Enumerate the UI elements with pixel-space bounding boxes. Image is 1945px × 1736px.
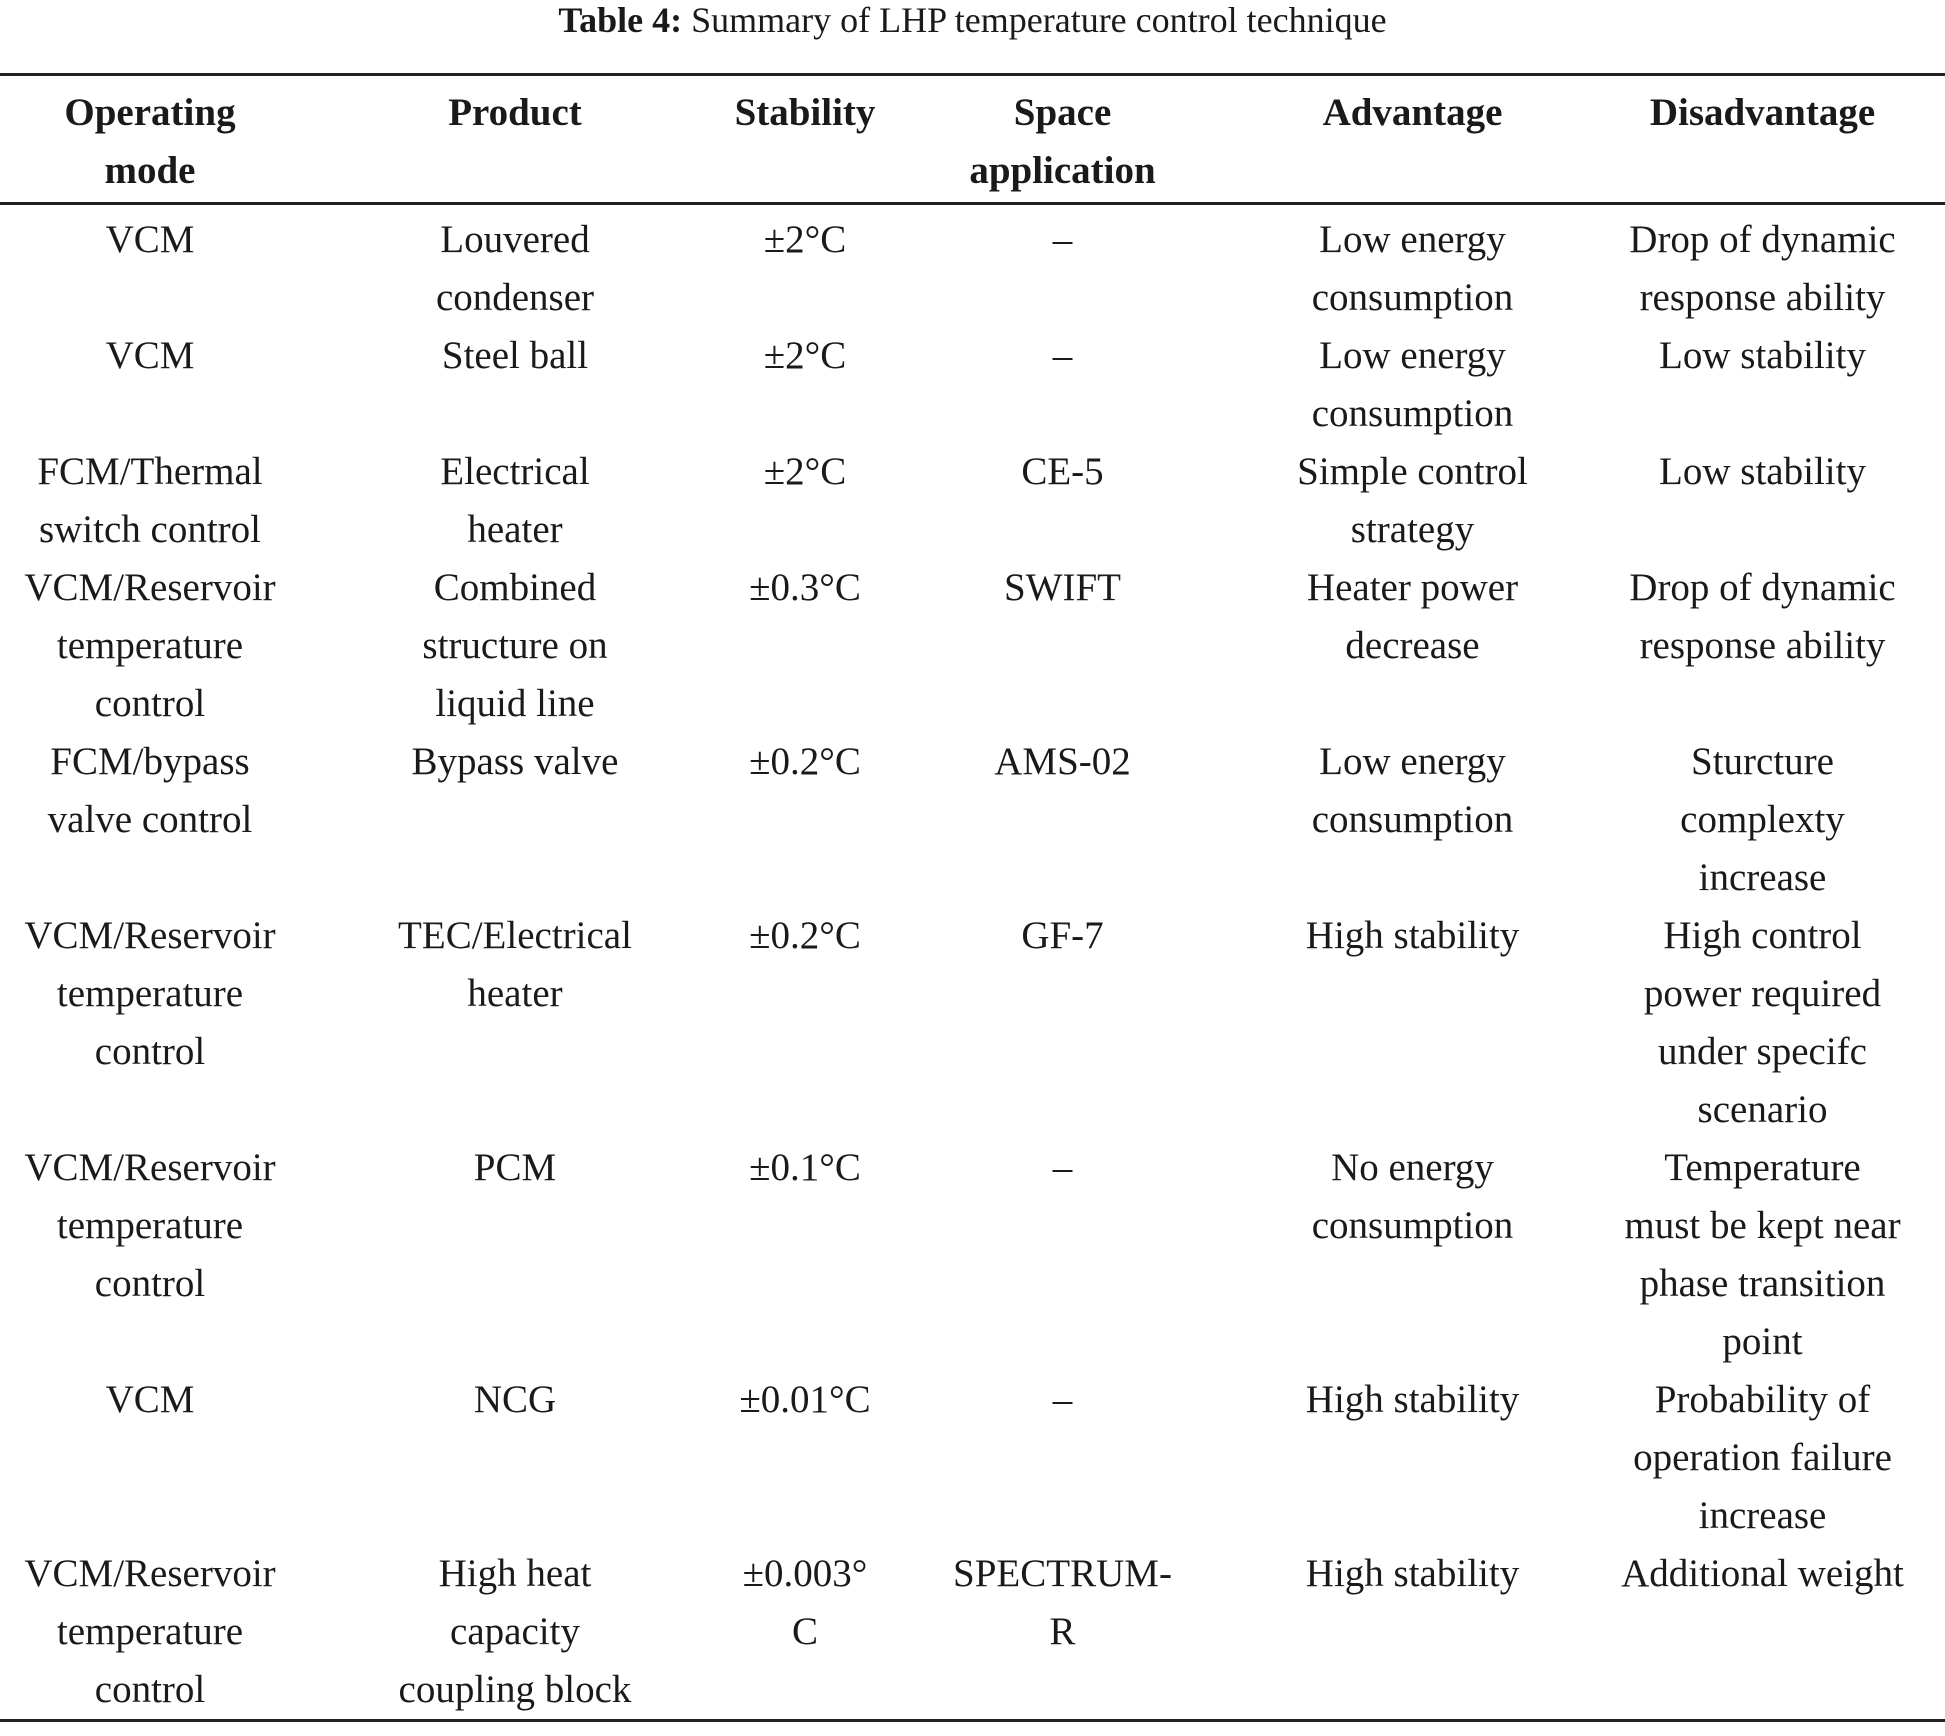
table-caption-label: Table 4: (558, 0, 683, 40)
cell-disadvantage-line: increase (1698, 1494, 1827, 1537)
cell-operating-mode-line: VCM/Reservoir (24, 914, 276, 957)
cell-operating-mode (0, 1139, 300, 1371)
cell-disadvantage-line: Sturcture (1691, 740, 1834, 783)
summary-table (0, 73, 1945, 1722)
header-advantage-line: Advantage (1322, 91, 1503, 134)
cell-operating-mode-line: control (94, 1262, 206, 1305)
cell-operating-mode-line: switch control (38, 508, 262, 551)
table-row (0, 327, 1945, 443)
cell-advantage-line: High stability (1305, 914, 1520, 957)
cell-disadvantage (1580, 907, 1945, 1139)
cell-product (300, 204, 730, 328)
cell-product-line: heater (467, 508, 563, 551)
cell-operating-mode (0, 327, 300, 443)
cell-operating-mode-line: VCM/Reservoir (24, 566, 276, 609)
cell-stability-line: ±0.01°C (739, 1378, 871, 1421)
cell-operating-mode-line: temperature (56, 1204, 244, 1247)
cell-space-application-line: SPECTRUM- (953, 1552, 1172, 1595)
cell-disadvantage-line: under specifc (1658, 1030, 1867, 1073)
header-stability (730, 75, 880, 204)
cell-disadvantage-line: must be kept near (1624, 1204, 1901, 1247)
cell-product-line: Electrical (440, 450, 590, 493)
cell-stability (730, 907, 880, 1139)
cell-product-line: heater (467, 972, 563, 1015)
cell-product (300, 907, 730, 1139)
cell-disadvantage (1580, 1139, 1945, 1371)
cell-disadvantage (1580, 1371, 1945, 1545)
header-product-line: Product (448, 91, 582, 134)
cell-stability-line: ±2°C (763, 334, 847, 377)
cell-operating-mode (0, 443, 300, 559)
cell-disadvantage-line: scenario (1697, 1088, 1828, 1131)
cell-operating-mode (0, 907, 300, 1139)
cell-disadvantage (1580, 204, 1945, 328)
cell-operating-mode-line: VCM (105, 334, 195, 377)
table-body (0, 204, 1945, 1721)
header-operating-mode-line: Operating (64, 91, 236, 134)
cell-stability-line: ±0.1°C (749, 1146, 861, 1189)
cell-disadvantage-line: response ability (1639, 276, 1886, 319)
cell-product-line: Steel ball (441, 334, 589, 377)
cell-product-line: coupling block (398, 1668, 632, 1711)
cell-space-application-line: – (1052, 1146, 1073, 1189)
cell-product (300, 1545, 730, 1721)
cell-advantage-line: Low energy (1319, 740, 1506, 783)
cell-space-application-line: AMS-02 (994, 740, 1131, 783)
cell-disadvantage-line: phase transition (1639, 1262, 1886, 1305)
cell-product-line: Combined (433, 566, 597, 609)
cell-product-line: High heat (438, 1552, 592, 1595)
header-disadvantage (1580, 75, 1945, 204)
cell-advantage (1245, 559, 1580, 733)
cell-stability (730, 733, 880, 907)
cell-stability (730, 1139, 880, 1371)
cell-disadvantage (1580, 327, 1945, 443)
cell-product-line: PCM (473, 1146, 557, 1189)
cell-operating-mode-line: VCM (105, 1378, 195, 1421)
cell-disadvantage (1580, 1545, 1945, 1721)
cell-operating-mode (0, 1371, 300, 1545)
cell-operating-mode (0, 1545, 300, 1721)
header-product (300, 75, 730, 204)
header-row (0, 75, 1945, 204)
cell-operating-mode-line: control (94, 1668, 206, 1711)
cell-advantage-line: consumption (1311, 798, 1514, 841)
cell-operating-mode-line: FCM/bypass (50, 740, 250, 783)
table-row (0, 1545, 1945, 1721)
cell-stability (730, 559, 880, 733)
cell-operating-mode-line: temperature (56, 1610, 244, 1653)
cell-stability-line: ±0.2°C (749, 740, 861, 783)
cell-operating-mode-line: temperature (56, 624, 244, 667)
cell-operating-mode (0, 733, 300, 907)
cell-product (300, 559, 730, 733)
cell-disadvantage-line: complexty (1680, 798, 1845, 841)
cell-operating-mode-line: VCM/Reservoir (24, 1552, 276, 1595)
cell-disadvantage-line: power required (1643, 972, 1882, 1015)
cell-space-application (880, 204, 1245, 328)
cell-stability (730, 1545, 880, 1721)
cell-disadvantage (1580, 443, 1945, 559)
cell-space-application-line: – (1052, 1378, 1073, 1421)
cell-disadvantage (1580, 559, 1945, 733)
header-space-application (880, 75, 1245, 204)
cell-space-application-line: R (1049, 1610, 1076, 1653)
header-disadvantage-line: Disadvantage (1649, 91, 1876, 134)
cell-disadvantage-line: High control (1663, 914, 1862, 957)
cell-advantage (1245, 1139, 1580, 1371)
cell-disadvantage-line: operation failure (1633, 1436, 1892, 1479)
table-row (0, 1371, 1945, 1545)
cell-advantage-line: decrease (1345, 624, 1480, 667)
cell-advantage-line: High stability (1305, 1552, 1520, 1595)
header-advantage (1245, 75, 1580, 204)
cell-space-application (880, 733, 1245, 907)
cell-disadvantage-line: increase (1698, 856, 1827, 899)
cell-product (300, 733, 730, 907)
cell-disadvantage-line: Drop of dynamic (1629, 566, 1896, 609)
table-row (0, 443, 1945, 559)
cell-stability-line: ±2°C (763, 450, 847, 493)
cell-product-line: liquid line (435, 682, 595, 725)
cell-disadvantage-line: Low stability (1659, 450, 1866, 493)
cell-space-application-line: SWIFT (1004, 566, 1121, 609)
table-header (0, 75, 1945, 204)
cell-operating-mode-line: VCM/Reservoir (24, 1146, 276, 1189)
cell-operating-mode (0, 204, 300, 328)
cell-product (300, 1139, 730, 1371)
cell-disadvantage-line: point (1722, 1320, 1803, 1363)
cell-product-line: NCG (473, 1378, 557, 1421)
table-row (0, 204, 1945, 328)
cell-disadvantage-line: Temperature (1664, 1146, 1861, 1189)
cell-space-application (880, 327, 1245, 443)
cell-product-line: Louvered (440, 218, 590, 261)
cell-space-application (880, 443, 1245, 559)
cell-advantage (1245, 1545, 1580, 1721)
table-row (0, 907, 1945, 1139)
table-caption-text: Summary of LHP temperature control technique (691, 0, 1387, 40)
cell-advantage (1245, 907, 1580, 1139)
cell-advantage-line: Low energy (1319, 334, 1506, 377)
header-operating-mode (0, 75, 300, 204)
cell-disadvantage-line: Additional weight (1621, 1552, 1904, 1595)
table-caption (0, 0, 1945, 40)
header-stability-line: Stability (734, 91, 876, 134)
cell-stability (730, 1371, 880, 1545)
cell-advantage-line: consumption (1311, 1204, 1514, 1247)
cell-advantage-line: Heater power (1306, 566, 1519, 609)
cell-product (300, 327, 730, 443)
table-container (0, 73, 1945, 1722)
cell-product-line: capacity (450, 1610, 580, 1653)
cell-space-application (880, 1371, 1245, 1545)
cell-product-line: TEC/Electrical (398, 914, 632, 957)
cell-advantage (1245, 1371, 1580, 1545)
cell-advantage (1245, 327, 1580, 443)
header-space-application-line: application (969, 149, 1156, 192)
cell-operating-mode-line: control (94, 1030, 206, 1073)
cell-product-line: Bypass valve (411, 740, 619, 783)
cell-advantage-line: consumption (1311, 392, 1514, 435)
cell-space-application (880, 559, 1245, 733)
cell-advantage (1245, 204, 1580, 328)
cell-stability-line: ±0.3°C (749, 566, 861, 609)
cell-product (300, 1371, 730, 1545)
cell-advantage-line: Simple control (1297, 450, 1528, 493)
cell-product-line: condenser (435, 276, 595, 319)
cell-disadvantage-line: Low stability (1659, 334, 1866, 377)
cell-operating-mode-line: FCM/Thermal (37, 450, 263, 493)
cell-disadvantage-line: Drop of dynamic (1629, 218, 1896, 261)
cell-advantage (1245, 443, 1580, 559)
cell-stability-line: ±0.003°C (742, 1552, 868, 1653)
cell-stability (730, 204, 880, 328)
cell-operating-mode-line: VCM (105, 218, 195, 261)
cell-stability-line: ±2°C (763, 218, 847, 261)
cell-operating-mode-line: control (94, 682, 206, 725)
cell-space-application (880, 1139, 1245, 1371)
cell-disadvantage-line: response ability (1639, 624, 1886, 667)
cell-space-application-line: – (1052, 218, 1073, 261)
cell-space-application-line: – (1052, 334, 1073, 377)
cell-operating-mode (0, 559, 300, 733)
cell-stability (730, 443, 880, 559)
cell-operating-mode-line: valve control (47, 798, 253, 841)
cell-space-application-line: CE-5 (1021, 450, 1104, 493)
cell-advantage-line: strategy (1350, 508, 1475, 551)
cell-stability (730, 327, 880, 443)
cell-space-application (880, 1545, 1245, 1721)
cell-advantage-line: consumption (1311, 276, 1514, 319)
cell-space-application-line: GF-7 (1021, 914, 1104, 957)
cell-stability-line: ±0.2°C (749, 914, 861, 957)
cell-advantage-line: No energy (1331, 1146, 1494, 1189)
cell-operating-mode-line: temperature (56, 972, 244, 1015)
cell-advantage (1245, 733, 1580, 907)
cell-advantage-line: High stability (1305, 1378, 1520, 1421)
header-operating-mode-line: mode (104, 149, 196, 192)
cell-product-line: structure on (422, 624, 608, 667)
table-row (0, 733, 1945, 907)
cell-disadvantage (1580, 733, 1945, 907)
table-row (0, 1139, 1945, 1371)
cell-product (300, 443, 730, 559)
header-space-application-line: Space (1013, 91, 1112, 134)
cell-advantage-line: Low energy (1319, 218, 1506, 261)
table-row (0, 559, 1945, 733)
cell-space-application (880, 907, 1245, 1139)
cell-disadvantage-line: Probability of (1654, 1378, 1871, 1421)
